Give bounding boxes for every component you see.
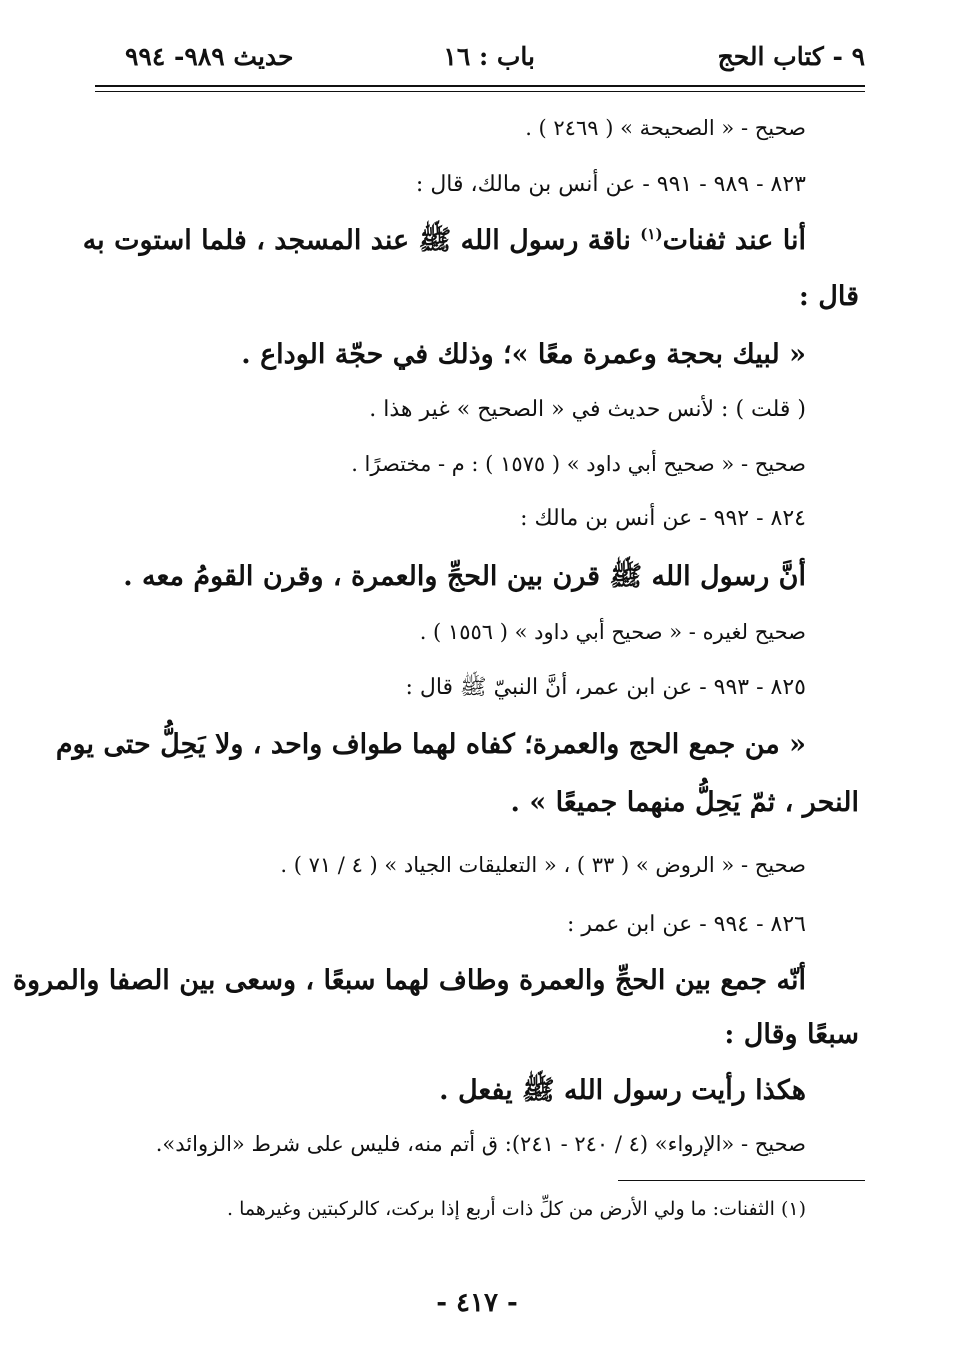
matn-line: هكذا رأيت رسول الله ﷺ يفعل . [439, 1075, 806, 1106]
matn-line [82, 223, 806, 263]
matn-line: أنّه جمع بين الحجِّ والعمرة وطاف لهما سبعًا ، وسعى بين الصفا والمروة [12, 965, 806, 996]
isnad-line: ٨٢٤ - ٩٩٢ - عن أنس بن مالك : [520, 506, 806, 531]
matn-line: النحر ، ثمّ يَحِلُّ منهما جميعًا » . [510, 787, 859, 818]
header-rule-thin [95, 91, 865, 92]
grading-line: صحيح لغيره - « صحيح أبي داود » ( ١٥٥٦ ) . [419, 620, 806, 644]
matn-line: أنَّ رسول الله ﷺ قرن بين الحجِّ والعمرة ، وقرن القومُ معه . [123, 561, 806, 592]
matn-text: أنا عند ثفنات [662, 225, 806, 256]
grading-line: صحيح - « الصحيحة » ( ٢٤٦٩ ) . [525, 116, 806, 140]
matn-text: ناقة رسول الله ﷺ عند المسجد ، فلما استوت به [82, 225, 641, 256]
matn-line: « من جمع الحج والعمرة؛ كفاه لهما طواف واحد ، ولا يَحِلُّ حتى يوم [55, 729, 806, 760]
grading-line: صحيح - «الإرواء» (٤ / ٢٤٠ - ٢٤١): ق أتم منه، فليس على شرط «الزوائد». [155, 1132, 806, 1156]
chapter-title: ٩ - كتاب الحج [717, 42, 865, 71]
header-rule-thick [95, 85, 865, 87]
matn-line: سبعًا وقال : [724, 1019, 859, 1050]
page-number: - ٤١٧ - [436, 1288, 518, 1318]
note-line: ( قلت ) : لأنس حديث في « الصحيح » غير هذا . [369, 397, 806, 422]
isnad-line: ٨٢٥ - ٩٩٣ - عن ابن عمر، أنَّ النبيّ ﷺ قال : [405, 675, 806, 700]
isnad-line: ٨٢٦ - ٩٩٤ - عن ابن عمر : [567, 912, 806, 937]
matn-line: « لبيك بحجة وعمرة معًا »؛ وذلك في حجّة الوداع . [241, 339, 806, 370]
grading-line: صحيح - « صحيح أبي داود » ( ١٥٧٥ ) : م - مختصرًا . [351, 452, 806, 476]
footnote-rule [618, 1180, 865, 1181]
isnad-line: ٨٢٣ - ٩٨٩ - ٩٩١ - عن أنس بن مالك، قال : [415, 172, 806, 197]
bab-label: باب : ١٦ [443, 42, 535, 71]
grading-line: صحيح - « الروض » ( ٣٣ ) ، « التعليقات الجياد » ( ٤ / ٧١ ) . [280, 853, 806, 877]
footnote-marker: (١) [640, 225, 663, 243]
footnote: (١) الثفنات: ما ولي الأرض من كلِّ ذات أربع إذا بركت، كالركبتين وغيرهما . [227, 1198, 806, 1220]
page-header [95, 36, 865, 76]
hadith-range: حديث ٩٨٩- ٩٩٤ [125, 42, 294, 71]
matn-line: قال : [798, 281, 859, 312]
